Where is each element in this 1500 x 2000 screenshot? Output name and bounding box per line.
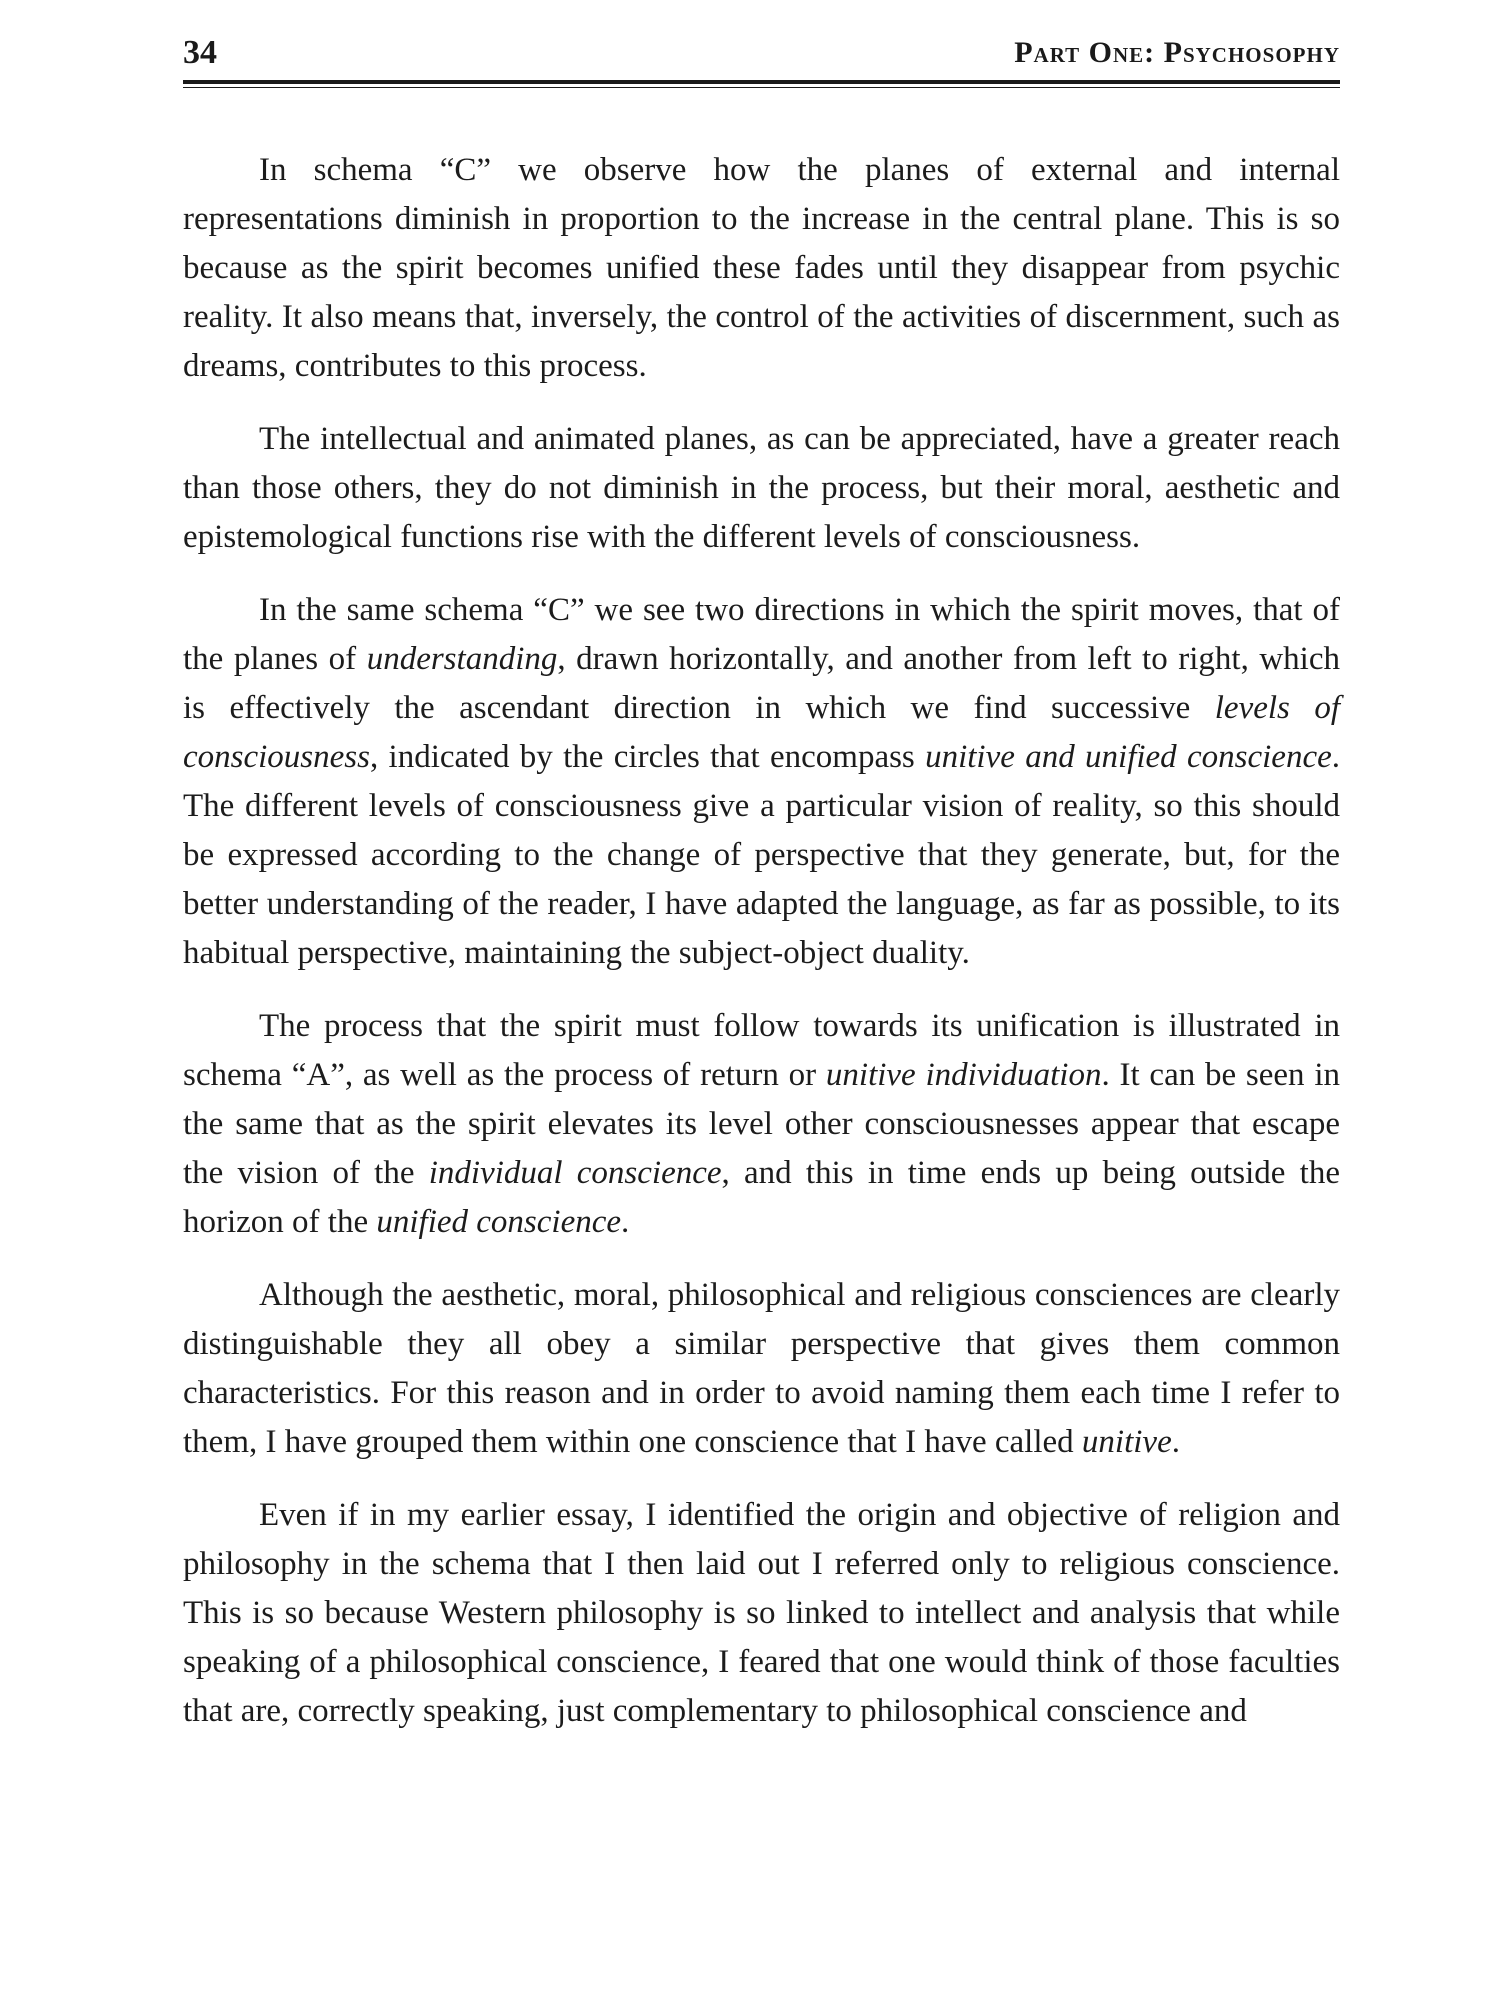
paragraph-text: The intellectual and animated planes, as can be appreciated, have a greater reach than those others, they do not diminish in the process, but their moral, aesthetic and epistemological functions rise with the different levels of consciousness.	[183, 421, 1340, 555]
paragraph-text: , indicated by the circles that encompass	[369, 739, 926, 775]
paragraph-text: .	[621, 1204, 630, 1240]
italic-term: unified conscience	[376, 1204, 622, 1240]
italic-term: understanding	[366, 641, 558, 677]
paragraph-text: .	[1171, 1424, 1180, 1460]
paragraph-text: . It can be seen in the same that as the spirit elevates its level other consciousnesses appear that escape the vision of the	[183, 1057, 1340, 1191]
body-text	[183, 146, 1340, 1736]
paragraph	[183, 586, 1340, 978]
paragraph-text: In the same schema “C” we see two directions in which the spirit moves, that of the planes of	[183, 592, 1340, 677]
paragraph	[183, 1002, 1340, 1247]
page-number: 34	[183, 34, 217, 71]
paragraph	[183, 415, 1340, 562]
paragraph-text: , drawn horizontally, and another from left to right, which is effectively the ascendant direction in which we find successive	[183, 641, 1340, 726]
paragraph-text: In schema “C” we observe how the planes of external and internal representations diminish in proportion to the increase in the central plane. This is so because as the spirit becomes unified these fades until they disappear from psychic reality. It also means that, inversely, the control of the activities of discernment, such as dreams, contributes to this process.	[183, 152, 1340, 384]
header-rule-thin	[183, 87, 1340, 88]
running-title: Part One: Psychosophy	[1014, 36, 1340, 69]
paragraph-text: Even if in my earlier essay, I identified the origin and objective of religion and philosophy in the schema that I then laid out I referred only to religious conscience. This is so because Western philosophy is so linked to intellect and analysis that while speaking of a philosophical conscience, I feared that one would think of those faculties that are, correctly speaking, just complementary to philosophical conscience and	[183, 1497, 1340, 1729]
header-rule-thick	[183, 80, 1340, 84]
paragraph-text: Although the aesthetic, moral, philosophical and religious consciences are clearly distinguishable they all obey a similar perspective that gives them common characteristics. For this reason and in order to avoid naming them each time I refer to them, I have grouped them within one conscience that I have called	[183, 1277, 1340, 1460]
italic-term: unitive and unified conscience	[925, 739, 1332, 775]
italic-term: levels of consciousness	[183, 690, 1340, 775]
book-page	[183, 20, 1340, 1980]
italic-term: unitive individuation	[825, 1057, 1102, 1093]
paragraph	[183, 146, 1340, 391]
paragraph-text: . The different levels of consciousness give a particular vision of reality, so this should be expressed according to the change of perspective that they generate, but, for the better understanding of the reader, I have adapted the language, as far as possible, to its habitual perspective, maintaining the subject-object duality.	[183, 739, 1340, 971]
paragraph	[183, 1271, 1340, 1467]
running-head	[183, 20, 1340, 74]
paragraph-text: , and this in time ends up being outside the horizon of the	[183, 1155, 1340, 1240]
italic-term: unitive	[1081, 1424, 1172, 1460]
italic-term: individual conscience	[428, 1155, 722, 1191]
paragraph	[183, 1491, 1340, 1736]
paragraph-text: The process that the spirit must follow towards its unification is illustrated in schema “A”, as well as the process of return or	[183, 1008, 1340, 1093]
